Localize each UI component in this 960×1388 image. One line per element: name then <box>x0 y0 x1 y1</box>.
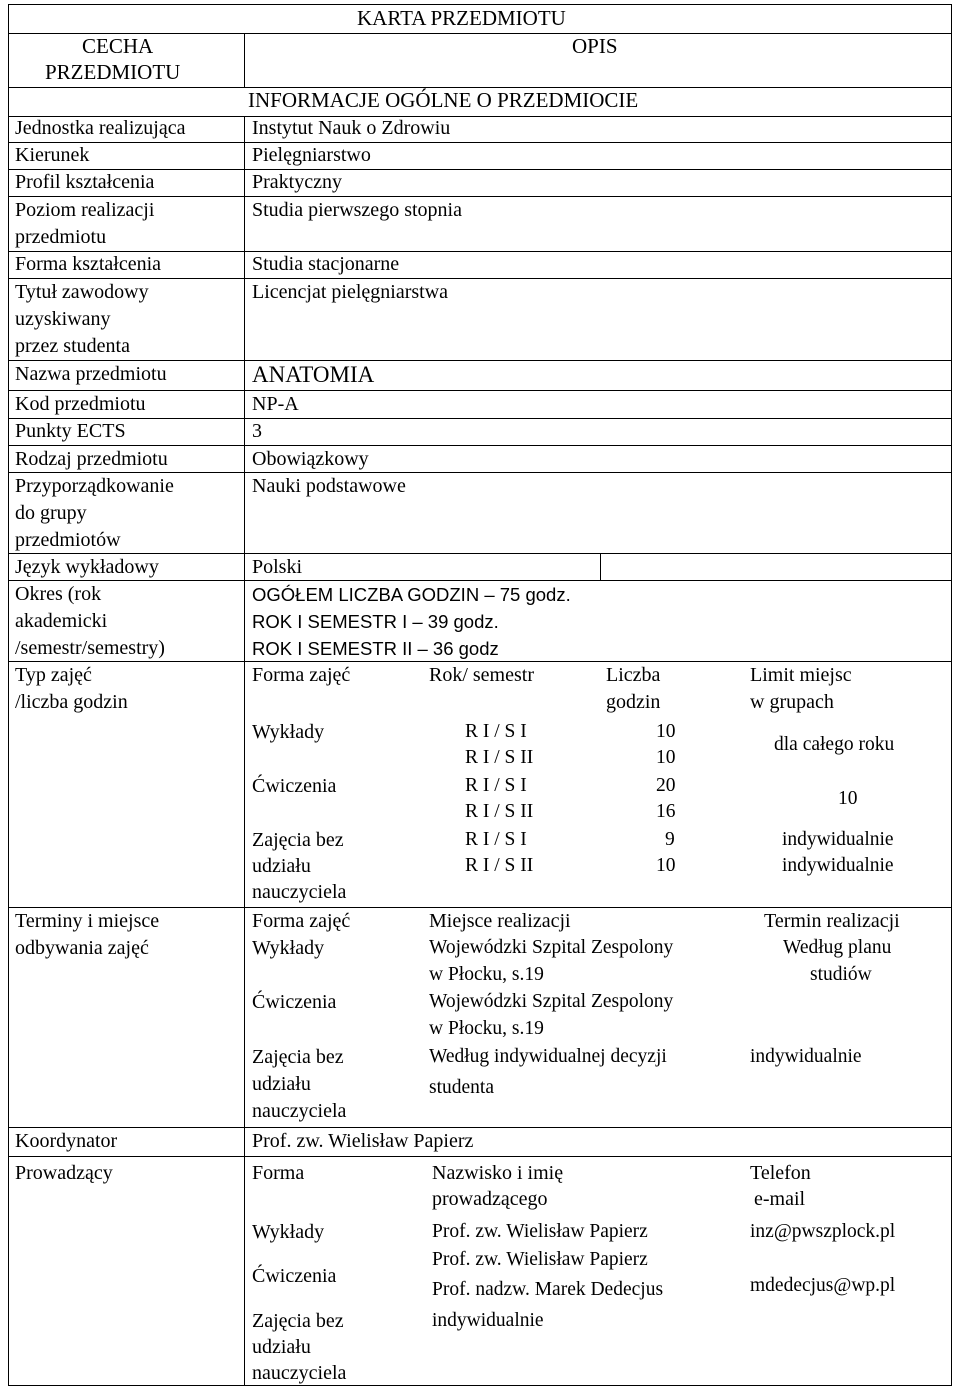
value-forma-ksztalcenia: Studia stacjonarne <box>252 253 400 275</box>
value-jednostka: Instytut Nauk o Zdrowiu <box>252 117 451 139</box>
label-ects: Punkty ECTS <box>15 420 126 442</box>
typ-rok: R I / S I <box>465 721 527 742</box>
typ-rok: R I / S II <box>465 801 534 822</box>
terminy-forma: Wykłady <box>252 937 325 959</box>
prow-name: indywidualnie <box>432 1310 544 1331</box>
prow-header-telefon: Telefon <box>750 1162 811 1184</box>
terminy-forma: Ćwiczenia <box>252 991 337 1013</box>
typ-godz: 10 <box>656 855 676 876</box>
label-forma-ksztalcenia: Forma kształcenia <box>15 253 162 275</box>
terminy-header-forma: Forma zajęć <box>252 910 351 932</box>
value-profil: Praktyczny <box>252 171 342 193</box>
value-rodzaj: Obowiązkowy <box>252 448 369 470</box>
label-terminy-2: odbywania zajęć <box>15 937 149 959</box>
terminy-forma: Zajęcia bez <box>252 1046 344 1068</box>
label-typ-2: /liczba godzin <box>15 691 128 713</box>
prow-forma: nauczyciela <box>252 1362 347 1384</box>
value-ects: 3 <box>252 420 262 442</box>
terminy-miejsce: Wojewódzki Szpital Zespolony <box>429 991 674 1012</box>
label-kod: Kod przedmiotu <box>15 393 146 415</box>
terminy-miejsce: w Płocku, s.19 <box>429 1018 544 1039</box>
prow-name: Prof. zw. Wielisław Papierz <box>432 1221 648 1242</box>
value-okres-total: OGÓŁEM LICZBA GODZIN – 75 godz. <box>252 584 571 605</box>
value-kod: NP-A <box>252 393 299 415</box>
typ-rok: R I / S II <box>465 747 534 768</box>
label-tytul: Tytuł zawodowy <box>15 281 149 303</box>
label-terminy: Terminy i miejsce <box>15 910 160 932</box>
value-tytul: Licencjat pielęgniarstwa <box>252 281 449 303</box>
prow-forma: Wykłady <box>252 1221 325 1243</box>
prow-header-forma: Forma <box>252 1162 305 1184</box>
typ-godz: 9 <box>665 829 675 850</box>
header-description-col: OPIS <box>572 34 618 58</box>
prow-forma: Ćwiczenia <box>252 1265 337 1287</box>
typ-rok: R I / S I <box>465 829 527 850</box>
label-grupa-2: do grupy <box>15 502 87 524</box>
label-nazwa: Nazwa przedmiotu <box>15 363 167 385</box>
typ-forma: udziału <box>252 855 311 877</box>
label-poziom-2: przedmiotu <box>15 226 107 248</box>
label-jezyk: Język wykładowy <box>15 556 159 578</box>
typ-limit: 10 <box>838 788 858 809</box>
typ-forma: Ćwiczenia <box>252 775 337 797</box>
typ-godz: 20 <box>656 775 676 796</box>
typ-header-liczba: Liczba <box>606 664 661 686</box>
value-kierunek: Pielęgniarstwo <box>252 144 371 166</box>
typ-rok: R I / S II <box>465 855 534 876</box>
typ-header-grupy: w grupach <box>750 691 834 713</box>
label-rodzaj: Rodzaj przedmiotu <box>15 448 168 470</box>
value-koordynator: Prof. zw. Wielisław Papierz <box>252 1130 474 1152</box>
typ-rok: R I / S I <box>465 775 527 796</box>
terminy-miejsce: Według indywidualnej decyzji <box>429 1046 667 1067</box>
section-title: INFORMACJE OGÓLNE O PRZEDMIOCIE <box>248 88 639 112</box>
value-grupa: Nauki podstawowe <box>252 475 406 497</box>
card-title: KARTA PRZEDMIOTU <box>357 6 566 30</box>
value-poziom: Studia pierwszego stopnia <box>252 199 462 221</box>
label-okres-2: akademicki <box>15 610 108 632</box>
label-tytul-2: uzyskiwany <box>15 308 111 330</box>
typ-godz: 10 <box>656 721 676 742</box>
header-feature-col: CECHA <box>82 34 154 58</box>
terminy-miejsce: studenta <box>429 1077 494 1098</box>
value-okres-sem1: ROK I SEMESTR I – 39 godz. <box>252 611 499 632</box>
value-nazwa: ANATOMIA <box>252 362 375 387</box>
typ-limit: dla całego roku <box>774 734 895 755</box>
prow-contact: inz@pwszplock.pl <box>750 1221 896 1242</box>
terminy-forma: udziału <box>252 1073 311 1095</box>
terminy-miejsce: Wojewódzki Szpital Zespolony <box>429 937 674 958</box>
label-profil: Profil kształcenia <box>15 171 155 193</box>
terminy-miejsce: w Płocku, s.19 <box>429 964 544 985</box>
typ-header-rok: Rok/ semestr <box>429 664 534 686</box>
typ-godz: 16 <box>656 801 676 822</box>
terminy-termin: indywidualnie <box>750 1046 862 1067</box>
terminy-termin: studiów <box>810 964 872 985</box>
value-okres-sem2: ROK I SEMESTR II – 36 godz <box>252 638 499 659</box>
prow-header-email: e-mail <box>754 1188 806 1210</box>
terminy-forma: nauczyciela <box>252 1100 347 1122</box>
typ-limit: indywidualnie <box>782 829 894 850</box>
typ-header-forma: Forma zajęć <box>252 664 351 686</box>
label-typ: Typ zajęć <box>15 664 92 686</box>
typ-forma: nauczyciela <box>252 881 347 903</box>
label-koordynator: Koordynator <box>15 1130 118 1152</box>
label-tytul-3: przez studenta <box>15 335 130 357</box>
terminy-header-termin: Termin realizacji <box>764 910 900 932</box>
label-okres-3: /semestr/semestry) <box>15 637 165 659</box>
prow-forma: Zajęcia bez <box>252 1310 344 1332</box>
terminy-termin: Według planu <box>783 937 892 958</box>
label-jednostka: Jednostka realizująca <box>15 117 186 139</box>
label-poziom: Poziom realizacji <box>15 199 155 221</box>
label-grupa-3: przedmiotów <box>15 529 121 551</box>
prow-name: Prof. zw. Wielisław Papierz <box>432 1249 648 1270</box>
value-jezyk: Polski <box>252 556 303 578</box>
label-kierunek: Kierunek <box>15 144 90 166</box>
prow-header-nazwisko: Nazwisko i imię <box>432 1162 564 1184</box>
terminy-header-miejsce: Miejsce realizacji <box>429 910 571 932</box>
header-feature-col-2: PRZEDMIOTU <box>45 60 181 84</box>
typ-header-godzin: godzin <box>606 691 661 713</box>
typ-godz: 10 <box>656 747 676 768</box>
prow-name: Prof. nadzw. Marek Dedecjus <box>432 1279 664 1300</box>
label-okres: Okres (rok <box>15 583 102 605</box>
label-grupa: Przyporządkowanie <box>15 475 174 497</box>
label-prowadzacy: Prowadzący <box>15 1162 113 1184</box>
typ-header-limit: Limit miejsc <box>750 664 852 686</box>
prow-forma: udziału <box>252 1336 311 1358</box>
prow-contact: mdedecjus@wp.pl <box>750 1275 896 1296</box>
prow-header-nazwisko-2: prowadzącego <box>432 1188 548 1210</box>
typ-forma: Wykłady <box>252 721 325 743</box>
typ-limit: indywidualnie <box>782 855 894 876</box>
typ-forma: Zajęcia bez <box>252 829 344 851</box>
